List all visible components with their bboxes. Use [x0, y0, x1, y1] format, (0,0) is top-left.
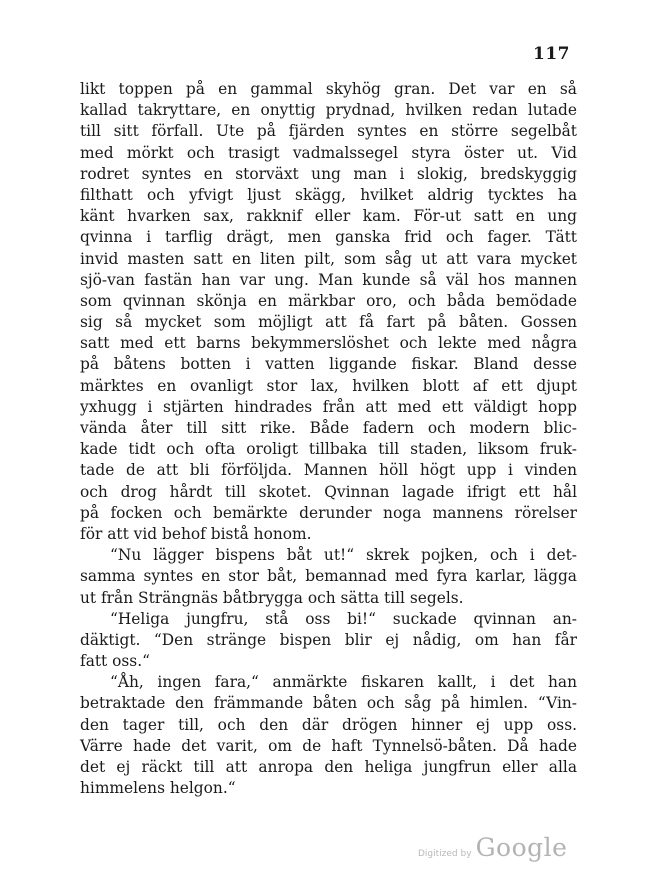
text-line: och drog hårdt till skotet. Qvinnan lagade ifrigt ett hål	[80, 482, 577, 501]
google-logo: Google	[475, 833, 568, 862]
text-line: rodret syntes en storväxt ung man i slokig, bredskyggig	[80, 164, 577, 183]
text-line: på focken och bemärkte derunder noga mannens rörelser	[80, 503, 577, 522]
text-line: till sitt förfall. Ute på fjärden syntes en större segelbåt	[80, 122, 577, 141]
text-line: “Åh, ingen fara,“ anmärkte fiskaren kallt, i det han	[110, 673, 577, 692]
text-line: kallad takryttare, en onyttig prydnad, hvilken redan lutade	[80, 101, 577, 120]
text-line: satt med ett barns bekymmerslöshet och lekte med några	[80, 334, 577, 353]
text-line: sjö-van fastän han var ung. Man kunde så väl hos mannen	[80, 270, 577, 289]
text-line: som qvinnan skönja en märkbar oro, och båda bemödade	[80, 291, 577, 310]
text-line: märktes en ovanligt stor lax, hvilken blott af ett djupt	[80, 376, 577, 395]
digitized-by-watermark	[418, 833, 567, 862]
text-line: likt toppen på en gammal skyhög gran. Det var en så	[80, 80, 577, 98]
text-line: “Heliga jungfru, stå oss bi!“ suckade qvinnan an-	[110, 609, 577, 628]
text-line: däktigt. “Den stränge bispen blir ej nådig, om han får	[80, 630, 577, 649]
text-line: yxhugg i stjärten hindrades från att med ett väldigt hopp	[80, 397, 577, 416]
text-line: samma syntes en stor båt, bemannad med fyra karlar, lägga	[80, 567, 577, 586]
page-number: 117	[533, 44, 570, 64]
text-line: invid masten satt en liten pilt, som såg ut att vara mycket	[80, 249, 577, 268]
text-line: himmelens helgon.“	[80, 779, 236, 798]
text-line: qvinna i tarflig drägt, men ganska frid och fager. Tätt	[80, 228, 577, 247]
text-line: med mörkt och trasigt vadmalssegel styra öster ut. Vid	[80, 143, 577, 162]
text-line: sig så mycket som möjligt att få fart på båten. Gossen	[80, 313, 577, 332]
watermark-prefix: Digitized by	[418, 849, 472, 859]
text-line: det ej räckt till att anropa den heliga jungfrun eller alla	[80, 758, 577, 776]
text-line: ut från Strängnäs båtbrygga och sätta till segels.	[80, 588, 464, 607]
text-line: kade tidt och ofta oroligt tillbaka till staden, liksom fruk-	[80, 440, 577, 459]
text-line: fatt oss.“	[80, 652, 150, 671]
text-line: den tager till, och den där drögen hinner ej upp oss.	[80, 715, 577, 734]
text-line: “Nu lägger bispens båt ut!“ skrek pojken, och i det-	[110, 546, 577, 565]
text-line: betraktade den främmande båten och såg på himlen. “Vin-	[80, 694, 577, 713]
text-line: för att vid behof bistå honom.	[80, 524, 312, 543]
text-body	[80, 79, 577, 799]
text-line: filthatt och yfvigt ljust skägg, hvilket aldrig tycktes ha	[80, 185, 577, 204]
text-line: tade de att bli förföljda. Mannen höll högt upp i vinden	[80, 461, 577, 480]
text-line: på båtens botten i vatten liggande fiskar. Bland desse	[80, 355, 577, 374]
text-line: känt hvarken sax, rakknif eller kam. För-ut satt en ung	[80, 207, 577, 226]
text-line: Värre hade det varit, om de haft Tynnelsö-båten. Då hade	[80, 736, 577, 755]
text-line: vända åter till sitt rike. Både fadern och modern blic-	[80, 419, 577, 437]
